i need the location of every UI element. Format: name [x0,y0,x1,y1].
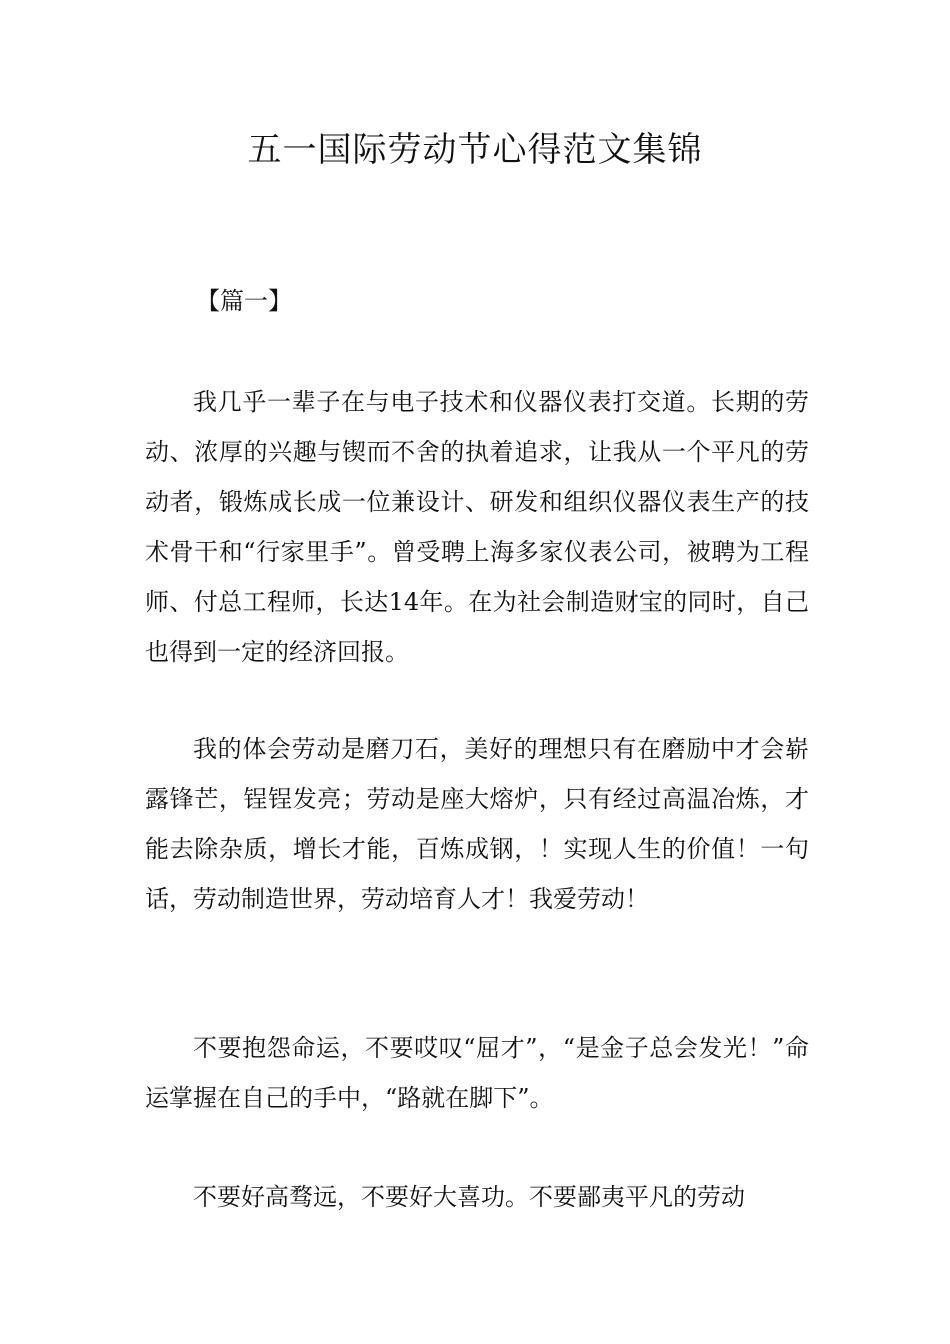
document-title: 五一国际劳动节心得范文集锦 [247,130,703,170]
section-label: 【篇一】 [196,287,292,315]
paragraph: 不要好高骛远，不要好大喜功。不要鄙夷平凡的劳动 [193,1183,745,1211]
paragraph: 不要抱怨命运，不要哎叹“屈才”，“是金子总会发光！”命运掌握在自己的手中，“路就在脚下”。 [145,1034,809,1112]
paragraph: 我的体会劳动是磨刀石，美好的理想只有在磨励中才会崭露锋芒，锃锃发亮；劳动是座大熔炉，只有经过高温冶炼，才能去除杂质，增长才能，百炼成钢，！实现人生的价值！一句话，劳动制造世界，劳动培育人才！我爱劳动！ [145,735,809,913]
paragraph: 我几乎一辈子在与电子技术和仪器仪表打交道。长期的劳动、浓厚的兴趣与锲而不舍的执着追求，让我从一个平凡的劳动者，锻炼成长成一位兼设计、研发和组织仪器仪表生产的技术骨干和“行家里手”。曾受聘上海多家仪表公司，被聘为工程师、付总工程师，长达14年。在为社会制造财宝的同时，自己也得到一定的经济回报。 [145,388,809,666]
